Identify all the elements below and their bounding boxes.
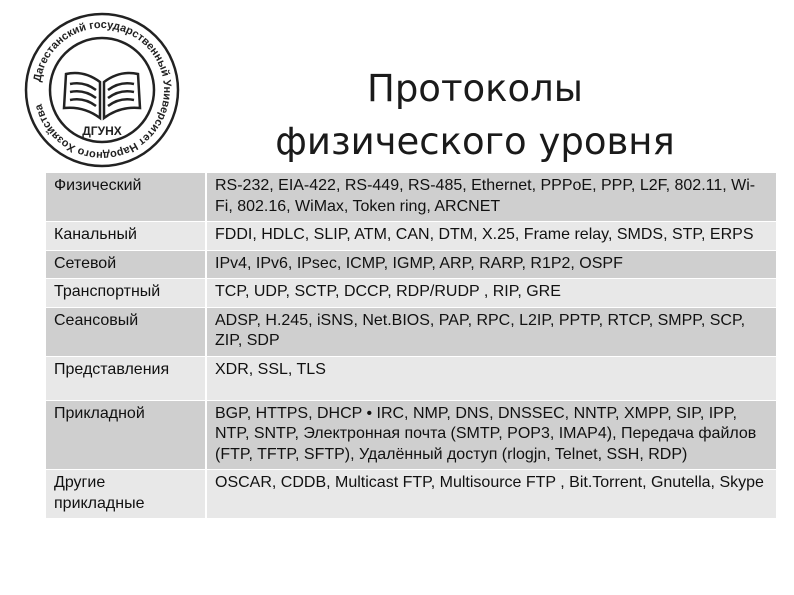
- layer-name: Физический: [46, 173, 206, 222]
- layer-protocols: XDR, SSL, TLS: [206, 356, 776, 400]
- table-row: [46, 470, 776, 519]
- table-row: [46, 307, 776, 356]
- table-row: [46, 222, 776, 251]
- university-seal-icon: [22, 10, 182, 170]
- table-row: [46, 250, 776, 279]
- layer-protocols: BGP, HTTPS, DHCP • IRC, NMP, DNS, DNSSEC, NNTP, XMPP, SIP, IPP, NTP, SNTP, Электронная почта (SMTP, POP3, IMAP4), Передача файлов (FTP, TFTP, SFTP), Удалённый доступ (rlogjn, Telnet, SSH, RDP): [206, 400, 776, 470]
- table-row: [46, 400, 776, 470]
- layer-name: Прикладной: [46, 400, 206, 470]
- layer-name: Представления: [46, 356, 206, 400]
- layer-protocols: IPv4, IPv6, IPsec, ICMP, IGMP, ARP, RARP, R1P2, OSPF: [206, 250, 776, 279]
- table-row: [46, 356, 776, 400]
- university-logo: [22, 10, 182, 170]
- layer-name: Другие прикладные: [46, 470, 206, 519]
- layer-protocols: RS-232, EIA-422, RS-449, RS-485, Ethernet, PPPoE, PPP, L2F, 802.11, Wi-Fi, 802.16, WiMax, Token ring, ARCNET: [206, 173, 776, 222]
- layer-name: Сеансовый: [46, 307, 206, 356]
- title-line-1: Протоколы: [367, 67, 583, 110]
- open-book-icon: [64, 73, 140, 118]
- layer-protocols: OSCAR, CDDB, Multicast FTP, Multisource FTP , Bit.Torrent, Gnutella, Skype: [206, 470, 776, 519]
- table-row: [46, 173, 776, 222]
- layer-protocols: TCP, UDP, SCTP, DCCP, RDP/RUDP , RIP, GRE: [206, 279, 776, 308]
- layer-name: Сетевой: [46, 250, 206, 279]
- protocol-table: [46, 173, 776, 519]
- logo-abbr: ДГУНХ: [82, 124, 122, 138]
- layer-name: Транспортный: [46, 279, 206, 308]
- layer-name: Канальный: [46, 222, 206, 251]
- layer-protocols: FDDI, HDLC, SLIP, ATM, CAN, DTM, X.25, Frame relay, SMDS, STP, ERPS: [206, 222, 776, 251]
- title-line-2: физического уровня: [275, 120, 675, 163]
- logo-ring-text: Дагестанский государственный Университет Народного Хозяйства: [31, 18, 174, 162]
- layer-protocols: ADSP, H.245, iSNS, Net.BIOS, PAP, RPC, L2IP, PPTP, RTCP, SMPP, SCP, ZIP, SDP: [206, 307, 776, 356]
- page-title: [250, 62, 700, 168]
- table-row: [46, 279, 776, 308]
